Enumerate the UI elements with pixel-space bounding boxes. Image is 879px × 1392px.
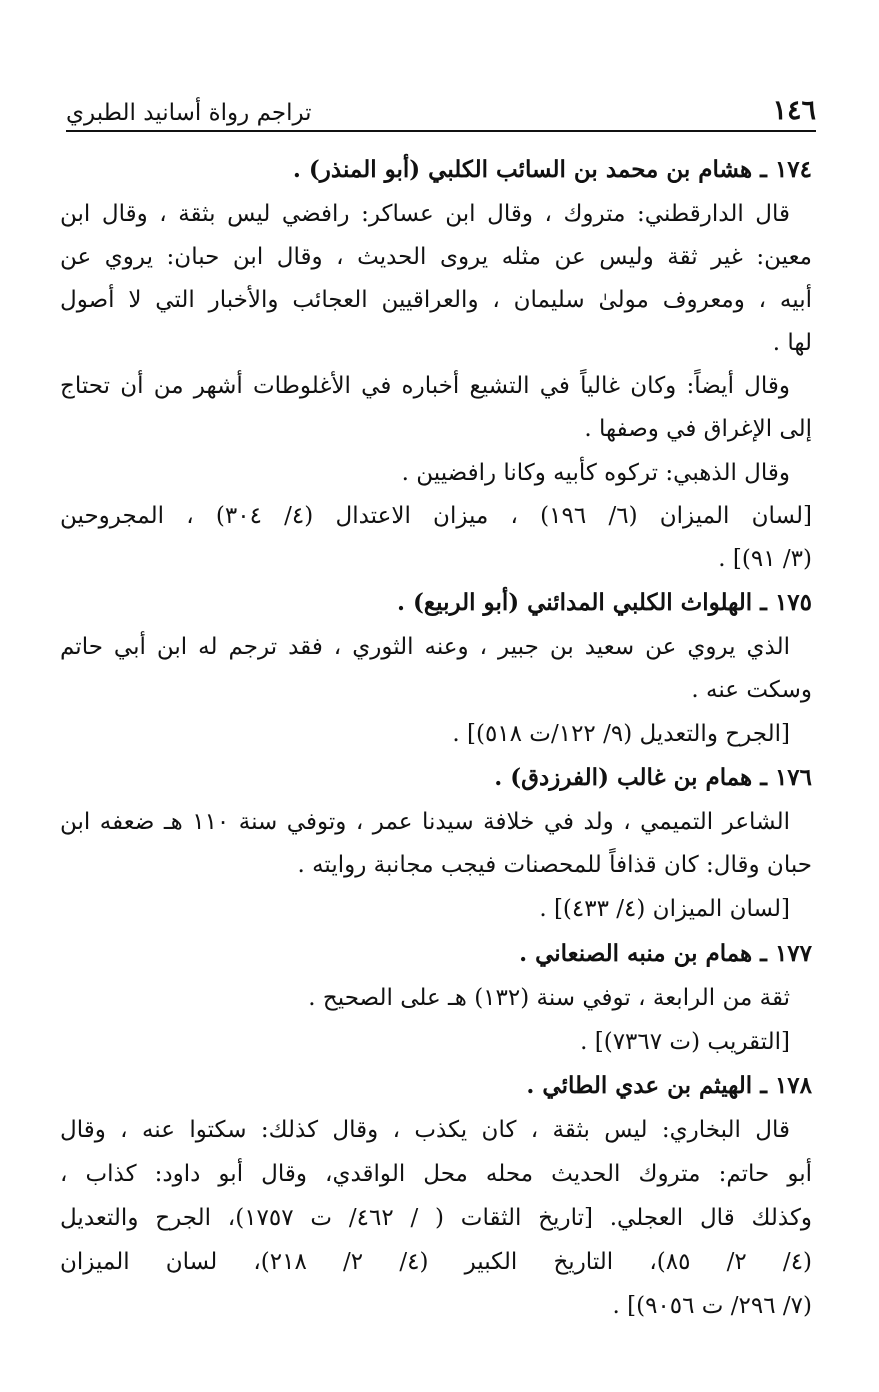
text-line: أبيه ، ومعروف مولىٰ سليمان ، والعراقيين العجائب والأخبار التي لا أصول [60, 287, 812, 313]
text-line: لها . [772, 330, 812, 356]
page-header [66, 92, 816, 132]
entry-heading-177: ١٧٧ ـ همام بن منبه الصنعاني . [519, 940, 812, 967]
running-title: تراجم رواة أسانيد الطبري [66, 100, 312, 126]
text-line: وسكت عنه . [691, 677, 812, 703]
text-line: قال الدارقطني: متروك ، وقال ابن عساكر: رافضي ليس بثقة ، وقال ابن [60, 201, 790, 227]
text-line: إلى الإغراق في وصفها . [584, 416, 812, 442]
text-line: أبو حاتم: متروك الحديث محله محل الواقدي، وقال أبو داود: كذاب ، [60, 1161, 812, 1187]
entry-heading-175: ١٧٥ ـ الهلواث الكلبي المدائني (أبو الربيع) . [396, 589, 812, 616]
text-line: وقال أيضاً: وكان غالياً في التشيع أخباره في الأغلوطات أشهر من أن تحتاج [60, 373, 790, 399]
citation-line: [لسان الميزان (٤/ ٤٣٣)] . [539, 896, 790, 922]
citation-line: (٧/ ٢٩٦/ ت ٩٠٥٦)] . [612, 1293, 812, 1319]
citation-line: [التقريب (ت ٧٣٦٧)] . [580, 1029, 790, 1055]
citation-line: (٣/ ٩١)] . [718, 546, 812, 572]
citation-line: (٤/ ٢/ ٨٥)، التاريخ الكبير (٤/ ٢/ ٢١٨)، لسان الميزان [60, 1249, 812, 1275]
text-line: الشاعر التميمي ، ولد في خلافة سيدنا عمر ، وتوفي سنة ١١٠ هـ ضعفه ابن [60, 809, 790, 835]
citation-line: [الجرح والتعديل (٩/ ١٢٢/ت ٥١٨)] . [452, 721, 790, 747]
text-line: قال البخاري: ليس بثقة ، كان يكذب ، وقال كذلك: سكتوا عنه ، وقال [60, 1117, 790, 1143]
text-line: الذي يروي عن سعيد بن جبير ، وعنه الثوري ، فقد ترجم له ابن أبي حاتم [60, 634, 790, 660]
text-line: وقال الذهبي: تركوه كأبيه وكانا رافضيين . [401, 460, 790, 486]
entry-heading-174: ١٧٤ ـ هشام بن محمد بن السائب الكلبي (أبو المنذر) . [292, 156, 812, 183]
page-number: ١٤٦ [772, 95, 816, 126]
text-line: حبان وقال: كان قذافاً للمحصنات فيجب مجانبة روايته . [297, 852, 812, 878]
text-line: ثقة من الرابعة ، توفي سنة (١٣٢) هـ على الصحيح . [308, 985, 790, 1011]
text-line: وكذلك قال العجلي. [تاريخ الثقات ( / ٤٦٢/ ت ١٧٥٧)، الجرح والتعديل [60, 1205, 812, 1231]
citation-line: [لسان الميزان (٦/ ١٩٦) ، ميزان الاعتدال (٤/ ٣٠٤) ، المجروحين [60, 503, 812, 529]
text-line: معين: غير ثقة وليس عن مثله يروى الحديث ، وقال ابن حبان: يروي عن [60, 244, 812, 270]
entry-heading-176: ١٧٦ ـ همام بن غالب (الفرزدق) . [494, 764, 812, 791]
entry-heading-178: ١٧٨ ـ الهيثم بن عدي الطائي . [526, 1072, 812, 1099]
